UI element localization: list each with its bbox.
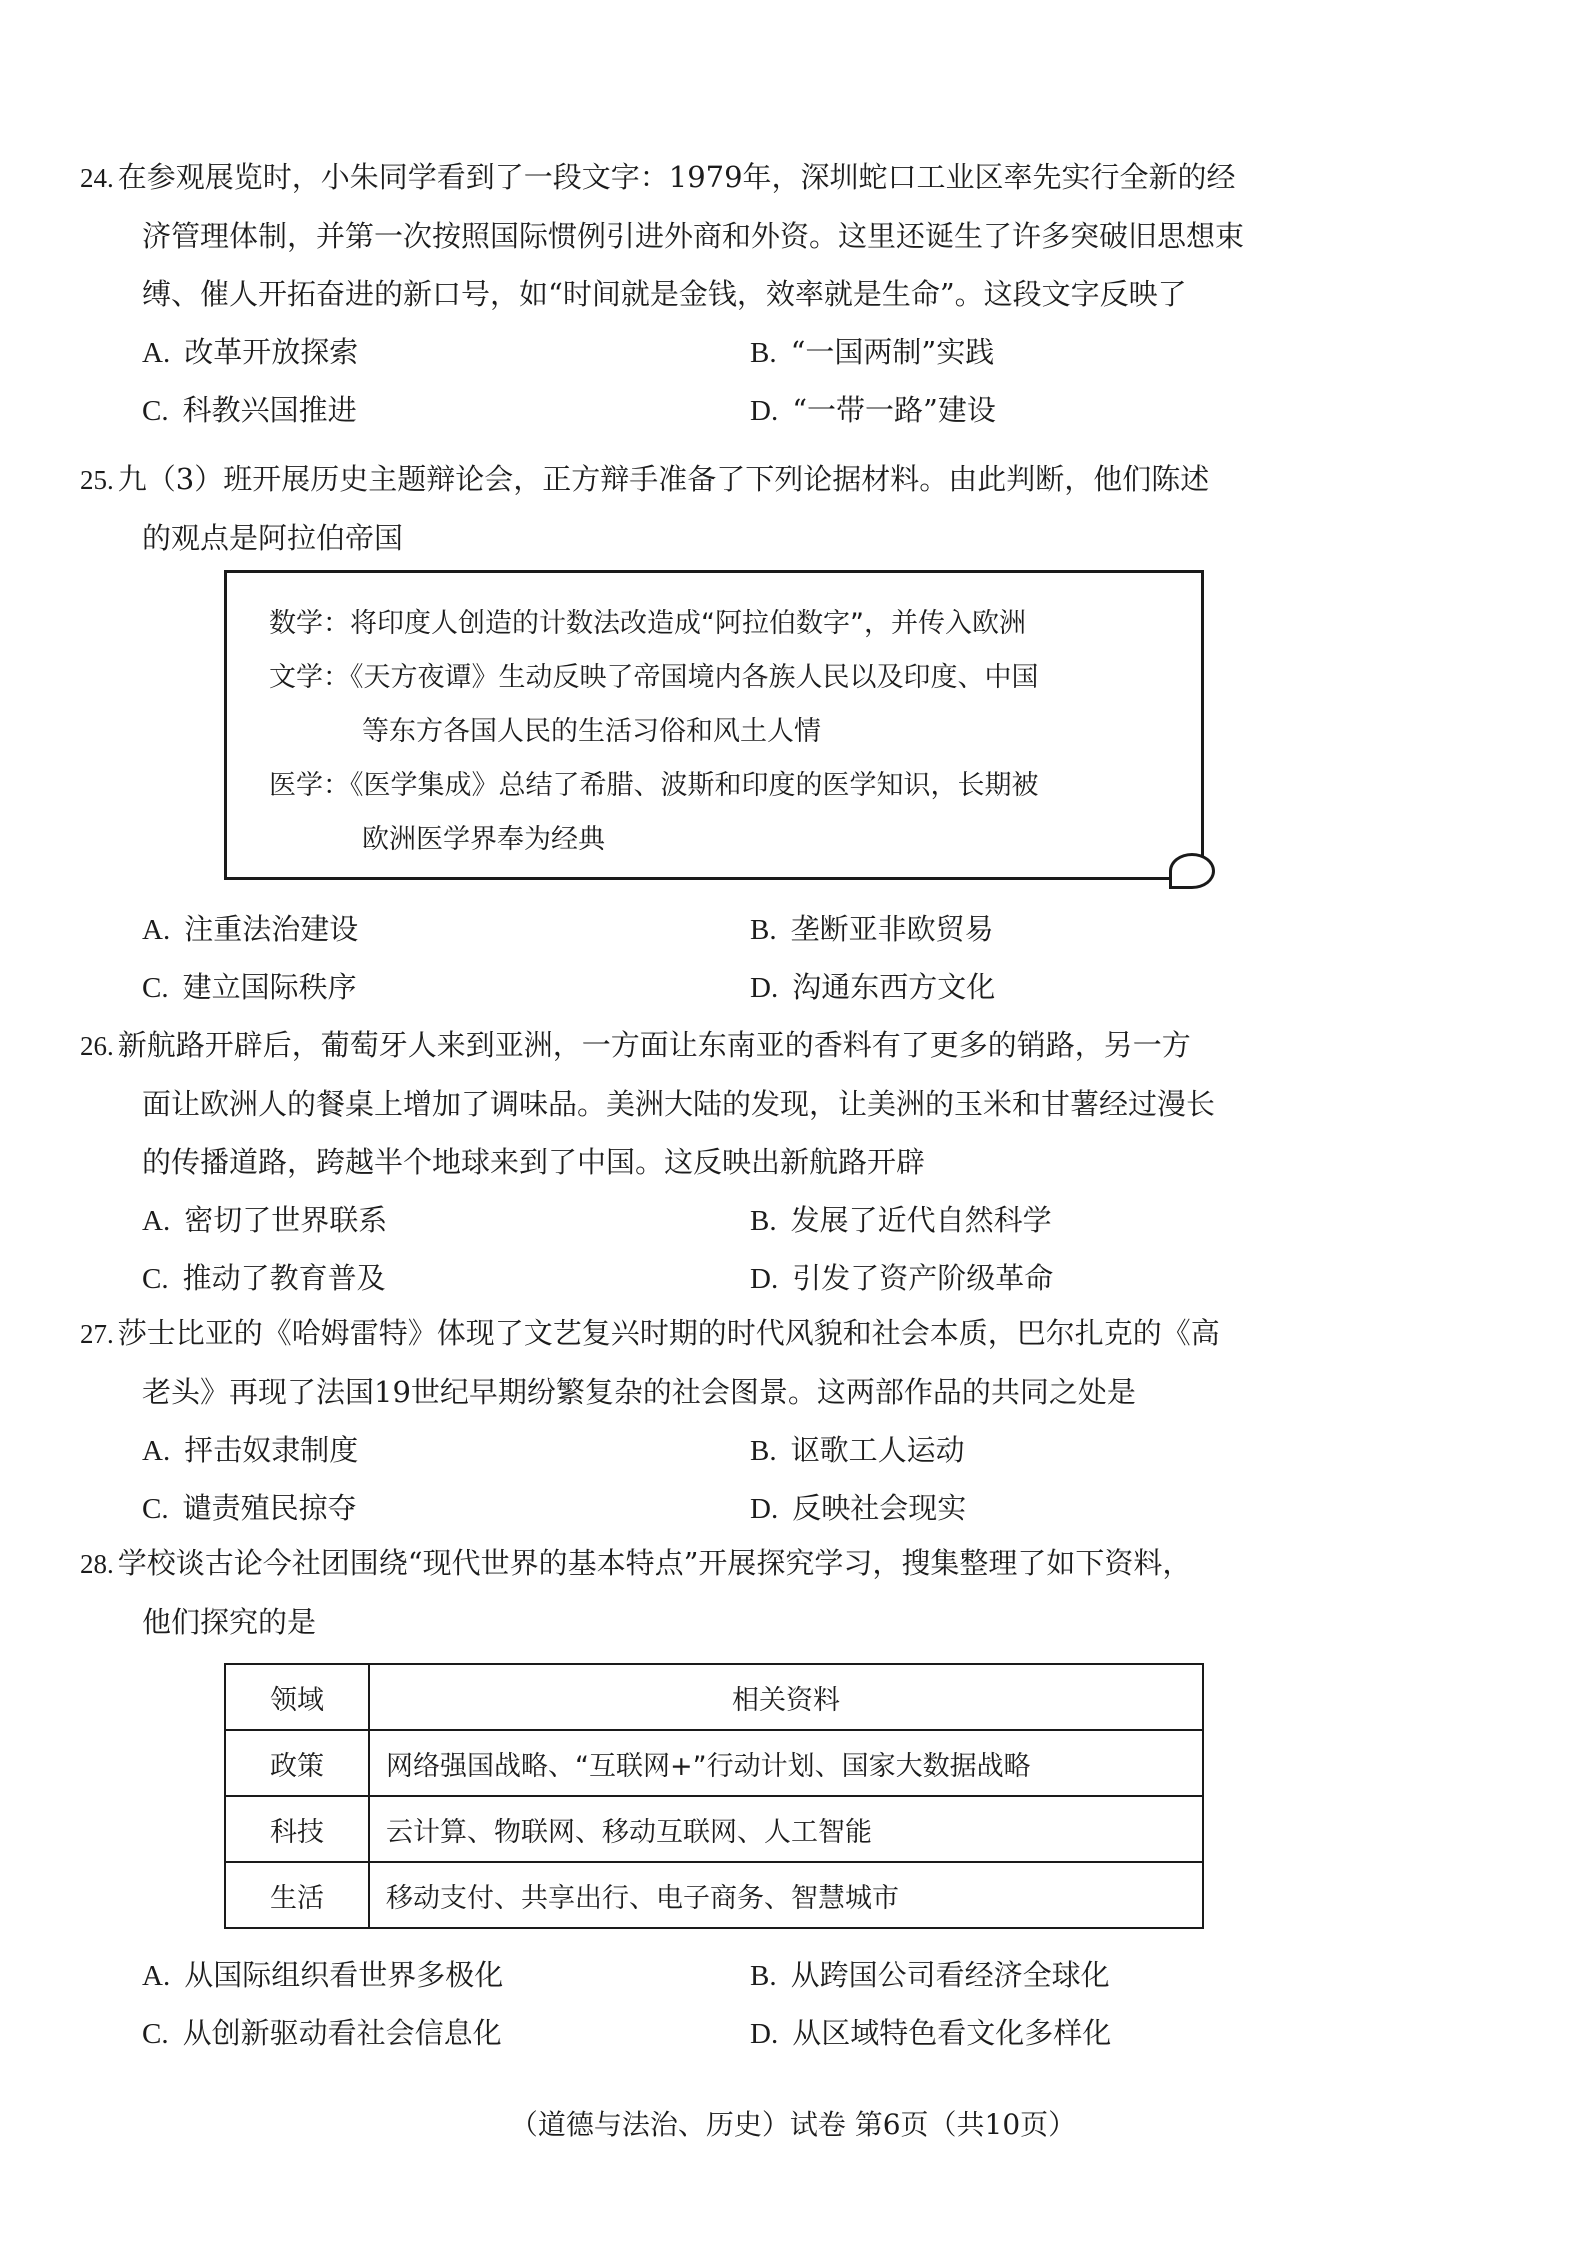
question-24 <box>80 148 1300 439</box>
material-line: 等东方各国人民的生活习俗和风土人情 <box>362 716 821 747</box>
table-row <box>225 1796 1203 1862</box>
option-b: B. 讴歌工人运动 <box>750 1433 965 1467</box>
stem-line: 他们探究的是 <box>142 1605 317 1639</box>
option-d: D. “一带一路”建设 <box>750 393 996 427</box>
table-row <box>225 1730 1203 1796</box>
question-27 <box>80 1304 1300 1537</box>
material-line: 数学：将印度人创造的计数法改造成“阿拉伯数字”，并传入欧洲 <box>269 608 1026 639</box>
table-cell: 科技 <box>225 1796 369 1862</box>
option-d: D. 引发了资产阶级革命 <box>750 1261 1054 1295</box>
option-d: D. 从区域特色看文化多样化 <box>750 2016 1112 2050</box>
option-a: A. 抨击奴隶制度 <box>142 1433 359 1467</box>
options <box>80 1421 1300 1537</box>
material-line: 文学：《天方夜谭》生动反映了帝国境内各族人民以及印度、中国 <box>269 662 1039 693</box>
stem-line: 新航路开辟后，葡萄牙人来到亚洲，一方面让东南亚的香料有了更多的销路，另一方 <box>117 1028 1191 1062</box>
question-stem <box>80 450 1300 567</box>
question-25 <box>80 450 1300 567</box>
stem-line: 学校谈古论今社团围绕“现代世界的基本特点”开展探究学习，搜集整理了如下资料， <box>117 1546 1192 1580</box>
option-c: C. 建立国际秩序 <box>142 970 357 1004</box>
question-stem <box>80 1016 1300 1191</box>
option-c: C. 谴责殖民掠夺 <box>142 1491 357 1525</box>
question-26 <box>80 1016 1300 1307</box>
question-28-options <box>80 1946 1300 2062</box>
options <box>80 1946 1300 2062</box>
material-line: 欧洲医学界奉为经典 <box>362 824 605 855</box>
option-c: C. 推动了教育普及 <box>142 1261 386 1295</box>
stem-line: 济管理体制，并第一次按照国际惯例引进外商和外资。这里还诞生了许多突破旧思想束 <box>142 219 1245 253</box>
question-stem <box>80 148 1300 323</box>
table-cell: 云计算、物联网、移动互联网、人工智能 <box>369 1796 1203 1862</box>
option-c: C. 科教兴国推进 <box>142 393 357 427</box>
question-number: 25. <box>80 465 114 495</box>
table-cell: 移动支付、共享出行、电子商务、智慧城市 <box>369 1862 1203 1928</box>
table-header: 相关资料 <box>369 1664 1203 1730</box>
option-a: A. 密切了世界联系 <box>142 1203 388 1237</box>
stem-line: 面让欧洲人的餐桌上增加了调味品。美洲大陆的发现，让美洲的玉米和甘薯经过漫长 <box>142 1087 1216 1121</box>
material-scroll <box>224 570 1204 880</box>
material-line: 医学：《医学集成》总结了希腊、波斯和印度的医学知识，长期被 <box>269 770 1039 801</box>
question-number: 26. <box>80 1031 114 1061</box>
resource-table <box>224 1663 1204 1929</box>
options <box>80 323 1300 439</box>
stem-line: 在参观展览时，小朱同学看到了一段文字：1979年，深圳蛇口工业区率先实行全新的经 <box>117 160 1236 194</box>
option-b: B. “一国两制”实践 <box>750 335 995 369</box>
question-stem <box>80 1304 1300 1421</box>
question-25-options <box>80 900 1300 1016</box>
option-a: A. 从国际组织看世界多极化 <box>142 1958 504 1992</box>
options <box>80 1191 1300 1307</box>
stem-line: 九（3）班开展历史主题辩论会，正方辩手准备了下列论据材料。由此判断，他们陈述 <box>117 462 1210 496</box>
table-header-row <box>225 1664 1203 1730</box>
question-stem <box>80 1534 1300 1651</box>
option-b: B. 垄断亚非欧贸易 <box>750 912 994 946</box>
option-d: D. 反映社会现实 <box>750 1491 967 1525</box>
question-number: 24. <box>80 163 114 193</box>
stem-line: 的观点是阿拉伯帝国 <box>142 521 404 555</box>
scroll-curl-decoration <box>1169 853 1215 889</box>
table-cell: 网络强国战略、“互联网+”行动计划、国家大数据战略 <box>369 1730 1203 1796</box>
stem-line: 缚、催人开拓奋进的新口号，如“时间就是金钱，效率就是生命”。这段文字反映了 <box>142 277 1187 311</box>
question-number: 28. <box>80 1549 114 1579</box>
option-b: B. 从跨国公司看经济全球化 <box>750 1958 1110 1992</box>
question-number: 27. <box>80 1319 114 1349</box>
stem-line: 的传播道路，跨越半个地球来到了中国。这反映出新航路开辟 <box>142 1145 926 1179</box>
question-28 <box>80 1534 1300 1651</box>
option-c: C. 从创新驱动看社会信息化 <box>142 2016 502 2050</box>
option-a: A. 注重法治建设 <box>142 912 359 946</box>
option-a: A. 改革开放探索 <box>142 335 359 369</box>
table-row <box>225 1862 1203 1928</box>
stem-line: 莎士比亚的《哈姆雷特》体现了文艺复兴时期的时代风貌和社会本质，巴尔扎克的《高 <box>117 1316 1220 1350</box>
table-cell: 政策 <box>225 1730 369 1796</box>
table-header: 领域 <box>225 1664 369 1730</box>
option-b: B. 发展了近代自然科学 <box>750 1203 1052 1237</box>
page-footer: （道德与法治、历史）试卷 第6页（共10页） <box>509 2108 1077 2141</box>
table-cell: 生活 <box>225 1862 369 1928</box>
stem-line: 老头》再现了法国19世纪早期纷繁复杂的社会图景。这两部作品的共同之处是 <box>142 1375 1136 1409</box>
options <box>80 900 1300 1016</box>
option-d: D. 沟通东西方文化 <box>750 970 996 1004</box>
